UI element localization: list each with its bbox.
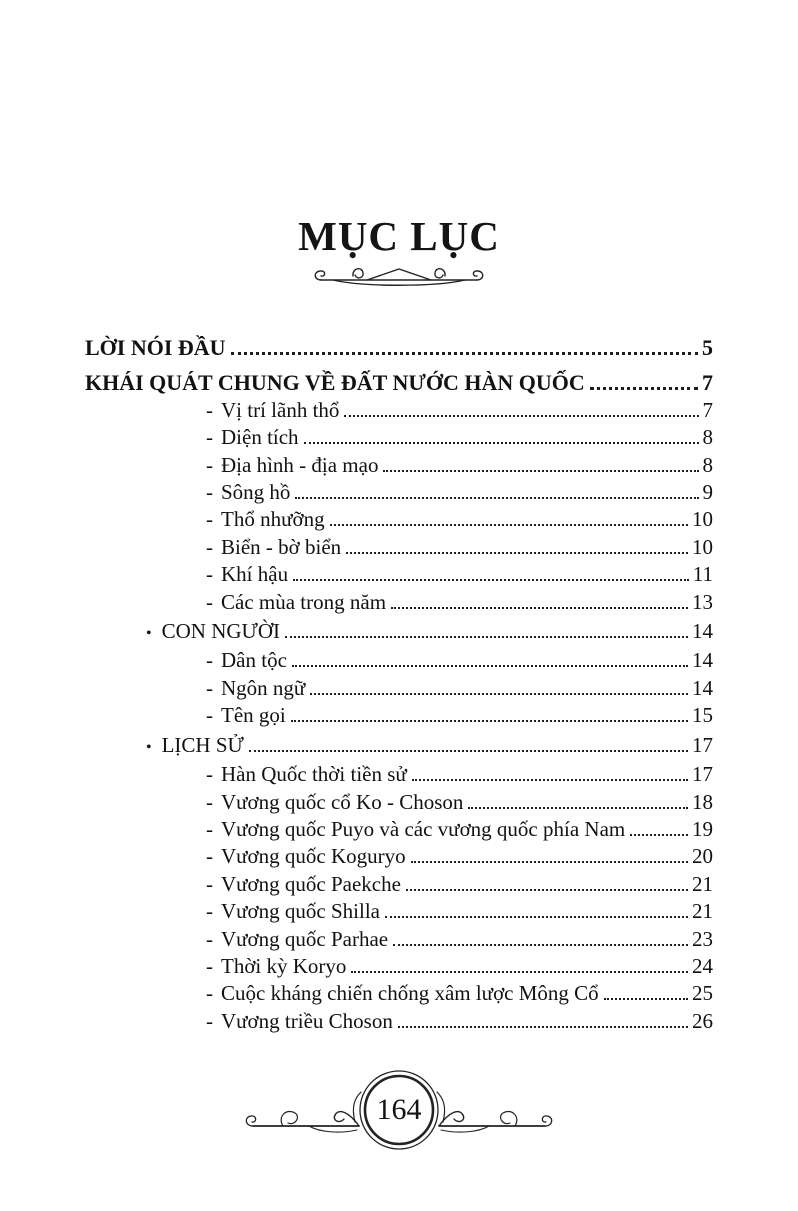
dot-leader xyxy=(412,779,688,781)
dot-leader xyxy=(292,665,688,667)
toc-entry-page: 7 xyxy=(702,370,713,396)
footer-ornament xyxy=(239,1066,559,1162)
toc-entry-label: Thổ nhưỡng xyxy=(221,507,325,532)
toc-entry-label: Vương quốc Paekche xyxy=(221,871,401,896)
toc-entry-marker: - xyxy=(206,762,213,787)
toc-entry-marker: - xyxy=(206,648,213,673)
toc-entry xyxy=(85,1008,713,1035)
title-flourish-ornament xyxy=(311,258,487,297)
toc-entry-label: CON NGƯỜI xyxy=(161,619,280,644)
flourish-divider-icon xyxy=(311,258,487,292)
toc-entry-label: Vương quốc cổ Ko - Choson xyxy=(221,789,464,814)
toc-entry xyxy=(85,397,713,424)
toc-entry-page: 10 xyxy=(692,507,713,532)
toc-entry-page: 8 xyxy=(702,425,713,450)
toc-entry-label: Tên gọi xyxy=(221,703,286,728)
toc-entry xyxy=(85,452,713,479)
toc-entry-marker: - xyxy=(206,589,213,614)
toc-entry xyxy=(85,898,713,925)
toc-entry-page: 26 xyxy=(692,1008,713,1033)
toc-entry-label: Biển - bờ biển xyxy=(221,534,342,559)
toc-entry-marker: - xyxy=(206,871,213,896)
toc-entry xyxy=(85,479,713,506)
dot-leader xyxy=(630,834,688,836)
toc-entry-label: Vương quốc Shilla xyxy=(221,899,380,924)
dot-leader xyxy=(285,636,688,638)
toc-entry-page: 13 xyxy=(692,589,713,614)
dot-leader xyxy=(391,607,688,609)
dot-leader xyxy=(351,971,688,973)
footer-page-number: 164 xyxy=(376,1093,422,1126)
toc-entry-label: LỊCH SỬ xyxy=(161,732,244,757)
dot-leader xyxy=(398,1026,688,1028)
toc-entry-page: 11 xyxy=(692,562,713,587)
toc-list xyxy=(85,334,713,1035)
toc-entry-label: Cuộc kháng chiến chống xâm lược Mông Cổ xyxy=(221,981,599,1006)
toc-entry-marker: - xyxy=(206,981,213,1006)
toc-entry-page: 23 xyxy=(692,926,713,951)
toc-entry xyxy=(85,980,713,1007)
toc-entry-page: 18 xyxy=(692,789,713,814)
toc-entry xyxy=(85,647,713,674)
toc-entry-marker: - xyxy=(206,397,213,422)
dot-leader xyxy=(295,497,698,499)
toc-entry xyxy=(85,534,713,561)
toc-entry-marker: - xyxy=(206,789,213,814)
toc-entry xyxy=(85,589,713,616)
toc-entry-page: 20 xyxy=(692,844,713,869)
toc-entry xyxy=(85,702,713,729)
toc-entry-marker: - xyxy=(206,534,213,559)
toc-entry-page: 8 xyxy=(702,452,713,477)
toc-entry-marker: - xyxy=(206,675,213,700)
dot-leader xyxy=(291,720,688,722)
toc-entry-marker: • xyxy=(146,625,152,643)
toc-entry xyxy=(85,761,713,788)
dot-leader xyxy=(383,470,698,472)
toc-entry-marker: - xyxy=(206,562,213,587)
toc-entry-marker: • xyxy=(146,738,152,756)
toc-entry-page: 17 xyxy=(692,762,713,787)
toc-entry-marker: - xyxy=(206,507,213,532)
dot-leader xyxy=(385,916,688,918)
toc-entry-marker: - xyxy=(206,899,213,924)
toc-entry-label: Diện tích xyxy=(221,425,299,450)
toc-entry-page: 15 xyxy=(692,703,713,728)
toc-entry-page: 10 xyxy=(692,534,713,559)
toc-entry-label: Vị trí lãnh thổ xyxy=(221,397,340,422)
toc-entry xyxy=(85,561,713,588)
toc-entry-label: Thời kỳ Koryo xyxy=(221,953,347,978)
dot-leader xyxy=(411,861,688,863)
toc-entry-label: KHÁI QUÁT CHUNG VỀ ĐẤT NƯỚC HÀN QUỐC xyxy=(85,370,585,396)
toc-entry-label: Vương quốc Puyo và các vương quốc phía Nam xyxy=(221,816,626,841)
toc-entry-marker: - xyxy=(206,703,213,728)
toc-entry xyxy=(85,334,713,361)
dot-leader xyxy=(468,807,688,809)
dot-leader xyxy=(304,442,699,444)
dot-leader xyxy=(406,889,688,891)
toc-entry-marker: - xyxy=(206,953,213,978)
toc-entry-marker: - xyxy=(206,926,213,951)
toc-entry-marker: - xyxy=(206,844,213,869)
toc-entry-label: Các mùa trong năm xyxy=(221,589,387,614)
toc-entry xyxy=(85,506,713,533)
toc-entry-page: 7 xyxy=(702,397,713,422)
toc-entry-label: LỜI NÓI ĐẦU xyxy=(85,335,226,360)
dot-leader xyxy=(346,552,688,554)
toc-entry xyxy=(85,926,713,953)
toc-entry-page: 17 xyxy=(692,732,713,757)
toc-entry xyxy=(85,953,713,980)
dot-leader xyxy=(393,944,688,946)
toc-entry-label: Vương triều Choson xyxy=(221,1008,393,1033)
toc-entry-page: 21 xyxy=(692,899,713,924)
dot-leader xyxy=(293,579,689,581)
toc-entry-page: 21 xyxy=(692,871,713,896)
dot-leader xyxy=(330,524,688,526)
toc-entry-label: Vương quốc Koguryo xyxy=(221,844,406,869)
toc-entry-label: Dân tộc xyxy=(221,648,287,673)
toc-entry xyxy=(85,424,713,451)
toc-entry-page: 14 xyxy=(692,619,713,644)
toc-entry-label: Khí hậu xyxy=(221,562,289,587)
toc-entry-label: Hàn Quốc thời tiền sử xyxy=(221,762,407,787)
dot-leader xyxy=(310,693,688,695)
toc-entry xyxy=(85,732,713,761)
toc-entry-label: Ngôn ngữ xyxy=(221,675,306,700)
toc-entry-page: 5 xyxy=(702,335,713,360)
toc-entry-label: Sông hồ xyxy=(221,480,291,505)
toc-entry-marker: - xyxy=(206,452,213,477)
toc-entry-marker: - xyxy=(206,480,213,505)
dot-leader xyxy=(590,387,698,390)
dot-leader xyxy=(604,998,688,1000)
toc-entry xyxy=(85,369,713,396)
toc-entry-marker: - xyxy=(206,425,213,450)
toc-entry xyxy=(85,675,713,702)
toc-entry-label: Vương quốc Parhae xyxy=(221,926,389,951)
toc-entry-page: 9 xyxy=(702,480,713,505)
toc-entry xyxy=(85,618,713,647)
toc-entry xyxy=(85,843,713,870)
toc-entry-marker: - xyxy=(206,1008,213,1033)
toc-entry-page: 14 xyxy=(692,648,713,673)
dot-leader xyxy=(249,750,688,752)
dot-leader xyxy=(231,352,698,355)
toc-entry-page: 24 xyxy=(692,953,713,978)
toc-entry-page: 14 xyxy=(692,675,713,700)
toc-entry-marker: - xyxy=(206,816,213,841)
toc-entry-page: 25 xyxy=(692,981,713,1006)
page-title: MỤC LỤC xyxy=(298,213,500,259)
dot-leader xyxy=(344,415,698,417)
toc-entry-label: Địa hình - địa mạo xyxy=(221,452,379,477)
toc-entry xyxy=(85,871,713,898)
toc-entry-page: 19 xyxy=(692,816,713,841)
toc-entry xyxy=(85,789,713,816)
toc-entry xyxy=(85,816,713,843)
